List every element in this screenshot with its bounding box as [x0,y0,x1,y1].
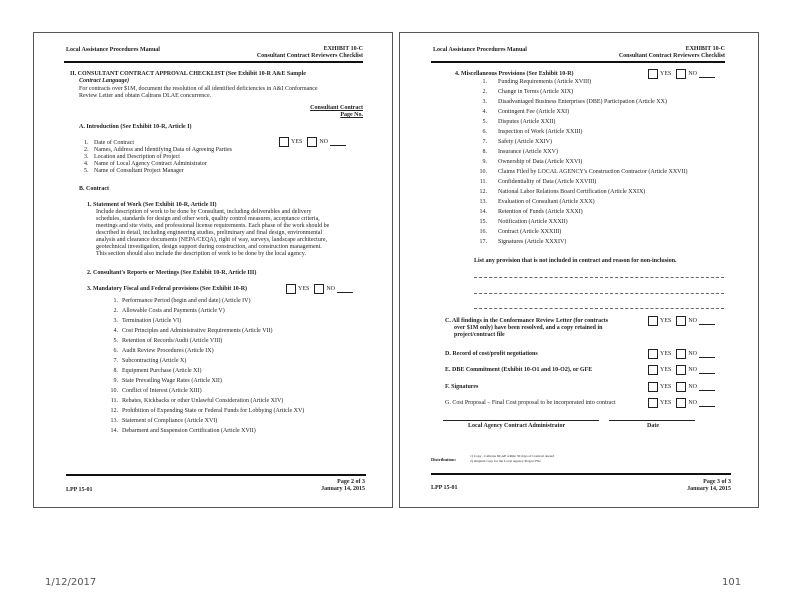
slide-number: 101 [722,577,742,588]
section-c-text: C. All findings in the Conformance Review Letter (for contracts [445,318,609,324]
section-c-text: over $1M only) have been resolved, and a copy retained in [454,325,603,331]
footer-date: January 14, 2015 [321,486,365,492]
list-number: 4. [84,161,89,167]
header-subtitle: Consultant Contract Reviewers Checklist [618,53,725,59]
list-item: Location and Description of Project [94,154,180,160]
yes-label: YES [660,351,672,357]
list-item: State Prevailing Wage Rates (Article XII) [122,378,222,384]
list-number: 6. [113,348,118,354]
list-item: Ownership of Data (Article XXVI) [498,159,583,165]
list-item: Notification (Article XXXII) [498,219,568,225]
no-checkbox[interactable] [676,349,686,359]
date-line[interactable] [609,420,695,421]
list-number: 13. [110,418,118,424]
footer-doc-code: LPP 15-01 [431,485,458,491]
yes-label: YES [660,384,672,390]
list-item: Insurance (Article XXV) [498,149,558,155]
consultant-reports-item: 2. Consultant's Reports or Meetings (See Exhibit 10-R, Article III) [87,270,257,276]
intro-text: For contracts over $1M, document the resolution of all identified deficiencies in A&I Conformance [79,86,318,92]
no-label: NO [688,400,698,406]
intro-text: Review Letter and obtain Caltrans DLAE concurrence. [79,93,212,99]
list-item: Rebates, Kickbacks or other Unlawful Consideration (Article XIV) [122,398,284,404]
yes-checkbox[interactable] [648,69,658,79]
page-number-blank[interactable] [699,367,715,374]
list-item: Termination (Article VI) [122,318,182,324]
signature-line[interactable] [443,420,599,421]
no-checkbox[interactable] [676,69,686,79]
list-number: 3. [113,318,118,324]
yes-checkbox[interactable] [648,349,658,359]
list-item: Confidentiality of Data (Article XXVIII) [498,179,597,185]
yes-checkbox[interactable] [648,365,658,375]
section-f-yes-no[interactable] [648,382,715,392]
section-d-yes-no[interactable] [648,349,715,359]
no-label: NO [688,71,698,77]
misc-provisions-yes-no[interactable] [648,69,715,79]
list-number: 1. [113,298,118,304]
list-item: Allowable Costs and Payments (Article V) [122,308,225,314]
list-number: 11. [479,179,487,185]
header-exhibit: EXHIBIT 10-C [685,46,725,52]
list-item: Retention of Funds (Article XXXI) [498,209,583,215]
no-checkbox[interactable] [676,316,686,326]
yes-checkbox[interactable] [648,316,658,326]
list-item: Retention of Records/Audit (Article VIII) [122,338,223,344]
section-e-yes-no[interactable] [648,365,715,375]
list-item: Cost Principles and Administrative Requirements (Article VII) [122,328,273,334]
list-item: Equipment Purchase (Article XI) [122,368,202,374]
yes-checkbox[interactable] [648,382,658,392]
no-checkbox[interactable] [676,398,686,408]
list-item: Prohibition of Expending State or Federal Funds for Lobbying (Article XV) [122,408,305,414]
list-item: Date of Contract [94,140,134,146]
no-checkbox[interactable] [314,284,324,294]
page-number-blank[interactable] [699,400,715,407]
section-a-title: A. Introduction (See Exhibit 10-R, Article I) [79,124,192,130]
slide-date: 1/12/2017 [45,577,97,588]
footer-doc-code: LPP 15-01 [66,487,93,493]
list-number: 1. [482,79,487,85]
footer-rule [431,473,731,475]
footer-page: Page 3 of 3 [703,479,731,485]
header-subtitle: Consultant Contract Reviewers Checklist [256,53,363,59]
list-number: 8. [113,368,118,374]
list-item: Change in Terms (Article XIX) [498,89,574,95]
list-item: Names, Address and Identifying Data of Agreeing Parties [94,147,232,153]
list-number: 2. [84,147,89,153]
blank-line[interactable] [474,308,724,309]
section-g-text: G. Cost Proposal – Final Cost proposal to be incorporated into contract [445,400,616,406]
list-item: Evaluation of Consultant (Article XXX) [498,199,595,205]
statement-of-work-text: geotechnical investigation, design support during construction, and construction management. [96,244,322,250]
section-d-text: D. Record of cost/profit negotiations [445,351,538,357]
statement-of-work-text: Include description of work to be done by Consultant, including deliverables and delivery [96,209,312,215]
non-inclusion-instruction: List any provision that is not included in contract and reason for non-inclusion. [474,258,677,264]
yes-label: YES [660,400,672,406]
section-heading: II. CONSULTANT CONTRACT APPROVAL CHECKLIST (See Exhibit 10-R A&E Sample [70,71,306,77]
no-checkbox[interactable] [307,137,317,147]
list-number: 11. [110,398,118,404]
document-page-3 [399,32,759,508]
section-c-yes-no[interactable] [648,316,715,326]
page-number-blank[interactable] [699,318,715,325]
no-checkbox[interactable] [676,365,686,375]
no-label: NO [688,351,698,357]
mandatory-provisions-yes-no[interactable] [286,284,353,294]
misc-provisions-item: 4. Miscellaneous Provisions (See Exhibit 10-R) [455,71,574,77]
list-number: 13. [479,199,487,205]
section-a-yes-no[interactable] [279,137,346,147]
page-number-blank[interactable] [337,286,353,293]
yes-checkbox[interactable] [286,284,296,294]
header-manual-title: Local Assistance Procedures Manual [433,47,527,53]
no-label: NO [688,384,698,390]
list-item: Performance Period (begin and end date) (Article IV) [122,298,251,304]
list-item: Subcontracting (Article X) [122,358,187,364]
yes-label: YES [291,139,303,145]
list-item: Claims Filed by LOCAL AGENCY's Construction Contractor (Article XXVII) [498,169,688,175]
page-number-blank[interactable] [699,71,715,78]
no-label: NO [688,367,698,373]
list-item: Debarment and Suspension Certification (Article XVII) [122,428,256,434]
statement-of-work-text: described in detail, including engineering studies, preliminary and final design, environmental [96,230,323,236]
distribution-label: Distribution: [431,457,457,462]
list-number: 17. [479,239,487,245]
header-rule [431,61,725,63]
yes-label: YES [298,286,310,292]
no-label: NO [319,139,329,145]
header-exhibit: EXHIBIT 10-C [323,46,363,52]
list-number: 16. [479,229,487,235]
list-number: 3. [482,99,487,105]
list-item: Inspection of Work (Article XXIII) [498,129,583,135]
list-number: 5. [482,119,487,125]
document-page-2 [33,32,393,508]
yes-checkbox[interactable] [279,137,289,147]
list-item: Audit Review Procedures (Article IX) [122,348,214,354]
date-label: Date [647,423,659,429]
list-item: Contract (Article XXXIII) [498,229,562,235]
list-item: Statement of Compliance (Article XVI) [122,418,218,424]
blank-line[interactable] [474,293,724,294]
list-number: 14. [110,428,118,434]
column-header: Page No. [340,112,363,118]
distribution-item: 2) Original copy for the Local Agency Project File [470,459,541,463]
statement-of-work-text: This section should also include the description of work to be done by the local agency. [96,251,306,257]
list-number: 2. [482,89,487,95]
list-number: 10. [110,388,118,394]
page-number-blank[interactable] [699,351,715,358]
list-number: 5. [113,338,118,344]
statement-of-work-text: analysis and clearance documents (NEPA/CEQA), right of way, surveys, landscape architecture, [96,237,327,243]
signature-label: Local Agency Contract Administrator [468,423,566,429]
footer-date: January 14, 2015 [687,486,731,492]
footer-rule [66,474,366,476]
distribution-item: 1) Copy - Caltrans DLAE within 30 days of Contract Award [470,454,555,458]
list-number: 6. [482,129,487,135]
list-item: Signatures (Article XXXIV) [498,239,567,245]
list-item: Name of Local Agency Contract Administrator [94,161,207,167]
header-manual-title: Local Assistance Procedures Manual [66,47,160,53]
statement-of-work-text: schedules, standards for design and other work, quality control measures, acceptance criteria, [96,216,320,222]
list-number: 7. [113,358,118,364]
yes-label: YES [660,71,672,77]
statement-of-work-title: 1. Statement of Work (See Exhibit 10-R, Article II) [87,202,217,208]
list-number: 1. [84,140,89,146]
list-number: 3. [84,154,89,160]
list-number: 14. [479,209,487,215]
list-item: Funding Requirements (Article XVIII) [498,79,592,85]
list-number: 8. [482,149,487,155]
section-c-text: project/contract file [454,332,505,338]
list-number: 7. [482,139,487,145]
section-heading-cont: Contract Language) [79,78,130,84]
blank-line[interactable] [474,277,724,278]
list-item: Disputes (Article XXII) [498,119,556,125]
no-checkbox[interactable] [676,382,686,392]
list-item: Safety (Article XXIV) [498,139,552,145]
section-f-text: F. Signatures [445,384,479,390]
list-number: 12. [110,408,118,414]
statement-of-work-text: meetings and site visits, and professional license requirements. Each phase of the work should be [96,223,330,229]
list-item: Conflict of Interest (Article XIII) [122,388,202,394]
list-number: 15. [479,219,487,225]
section-e-text: E. DBE Commitment (Exhibit 10-O1 and 10-O2), or GFE [445,367,593,373]
list-number: 2. [113,308,118,314]
yes-label: YES [660,318,672,324]
section-g-yes-no[interactable] [648,398,715,408]
mandatory-provisions-item: 3. Mandatory Fiscal and Federal provisions (See Exhibit 10-R) [87,286,248,292]
no-label: NO [688,318,698,324]
page-number-blank[interactable] [330,139,346,146]
yes-checkbox[interactable] [648,398,658,408]
footer-page: Page 2 of 3 [337,479,365,485]
list-number: 9. [482,159,487,165]
list-item: Contingent Fee (Article XXI) [498,109,570,115]
yes-label: YES [660,367,672,373]
list-item: Disadvantaged Business Enterprises (DBE) Participation (Article XX) [498,99,667,105]
section-b-title: B. Contract [79,186,109,192]
header-rule [64,61,363,63]
list-number: 4. [482,109,487,115]
list-number: 5. [84,168,89,174]
column-header: Consultant Contract [310,105,363,111]
list-number: 10. [479,169,487,175]
list-number: 4. [113,328,118,334]
list-number: 9. [113,378,118,384]
page-number-blank[interactable] [699,384,715,391]
list-number: 12. [479,189,487,195]
no-label: NO [326,286,336,292]
list-item: Name of Consultant Project Manager [94,168,184,174]
list-item: National Labor Relations Board Certification (Article XXIX) [498,189,646,195]
